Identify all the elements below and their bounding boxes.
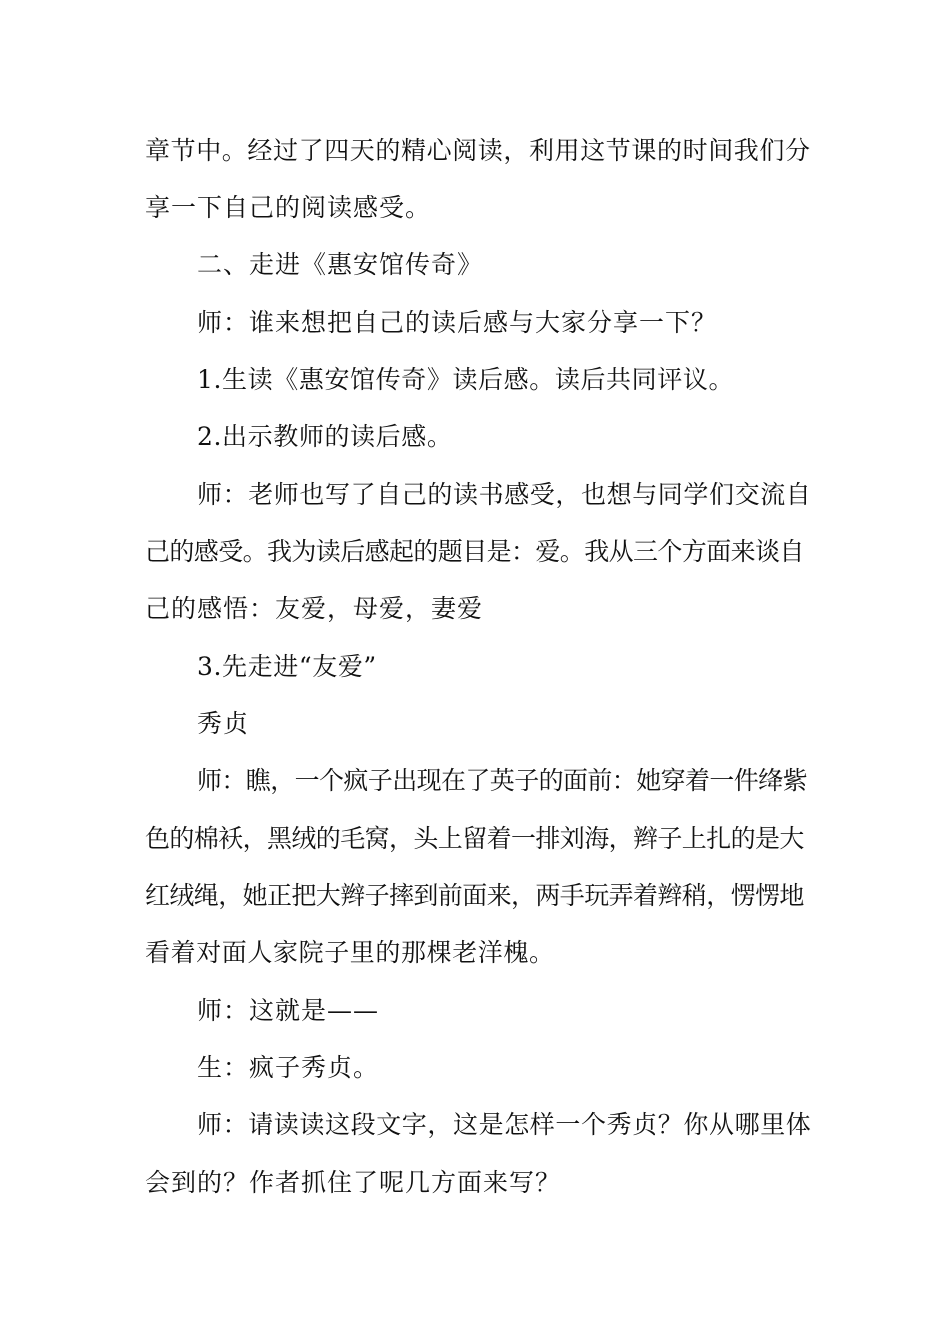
list-item: 2.出示教师的读后感。	[197, 422, 453, 451]
paragraph-line: 红绒绳，她正把大辫子摔到前面来，两手玩弄着辫稍，愣愣地	[145, 881, 804, 910]
paragraph-line: 师：瞧，一个疯子出现在了英子的面前：她穿着一件绛紫	[197, 766, 808, 795]
paragraph-line: 生：疯子秀贞。	[197, 1053, 380, 1082]
section-heading: 二、走进《惠安馆传奇》	[197, 250, 484, 279]
paragraph-line: 师：这就是——	[197, 996, 380, 1025]
paragraph-line: 会到的？作者抓住了呢几方面来写？	[145, 1168, 562, 1197]
paragraph-line: 享一下自己的阅读感受。	[145, 193, 432, 222]
paragraph-line: 章节中。经过了四天的精心阅读，利用这节课的时间我们分	[145, 136, 811, 165]
list-item: 1.生读《惠安馆传奇》读后感。读后共同评议。	[197, 365, 735, 394]
paragraph-line: 看着对面人家院子里的那棵老洋槐。	[145, 938, 555, 967]
paragraph-line: 色的棉袄，黑绒的毛窝，头上留着一排刘海，辫子上扎的是大	[145, 824, 804, 853]
paragraph-line: 师：谁来想把自己的读后感与大家分享一下？	[197, 308, 718, 337]
paragraph-line: 己的感受。我为读后感起的题目是：爱。我从三个方面来谈自	[145, 537, 804, 566]
paragraph-line: 秀贞	[197, 709, 250, 738]
paragraph-line: 师：老师也写了自己的读书感受，也想与同学们交流自	[197, 480, 812, 509]
paragraph-line: 己的感悟：友爱，母爱，妻爱	[145, 594, 484, 623]
paragraph-line: 师：请读读这段文字，这是怎样一个秀贞？你从哪里体	[197, 1110, 812, 1139]
list-item: 3.先走进“友爱”	[197, 652, 377, 681]
